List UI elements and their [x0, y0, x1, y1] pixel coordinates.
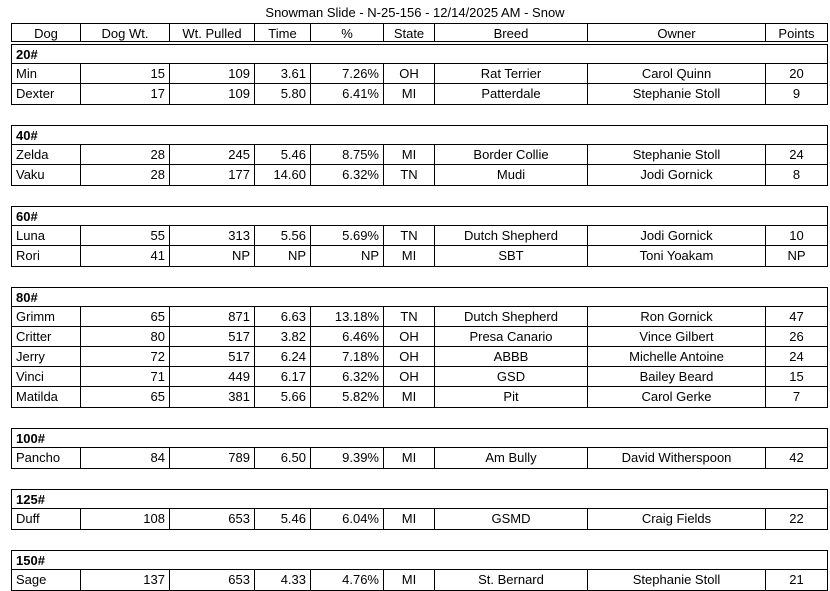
cell-weight-pulled: 381 [170, 387, 255, 408]
weight-class-label: 20# [16, 47, 38, 62]
table-row [11, 347, 828, 367]
cell-dog: Critter [11, 327, 81, 347]
cell-dog-weight: 41 [81, 246, 170, 267]
cell-time: 6.17 [255, 367, 311, 387]
cell-dog-weight: 80 [81, 327, 170, 347]
table-row [11, 165, 828, 186]
table-row [11, 448, 828, 469]
cell-percent: 13.18% [311, 307, 384, 327]
cell-points: 7 [766, 387, 828, 408]
table-row [11, 145, 828, 165]
group-spacer [11, 408, 828, 428]
cell-percent: 9.39% [311, 448, 384, 469]
cell-time: 6.50 [255, 448, 311, 469]
cell-owner: Toni Yoakam [588, 246, 766, 267]
cell-state: MI [384, 84, 435, 105]
cell-dog-weight: 28 [81, 145, 170, 165]
cell-breed: Rat Terrier [435, 64, 588, 84]
weight-class-header [11, 489, 828, 509]
cell-dog: Rori [11, 246, 81, 267]
cell-weight-pulled: 313 [170, 226, 255, 246]
cell-points: 9 [766, 84, 828, 105]
cell-percent: 4.76% [311, 570, 384, 591]
weight-class-header [11, 550, 828, 570]
cell-owner: Stephanie Stoll [588, 84, 766, 105]
column-header-time: Time [255, 23, 311, 42]
table-row [11, 84, 828, 105]
cell-state: MI [384, 448, 435, 469]
cell-points: 8 [766, 165, 828, 186]
cell-weight-pulled: 653 [170, 570, 255, 591]
cell-dog: Sage [11, 570, 81, 591]
cell-dog-weight: 28 [81, 165, 170, 186]
cell-points: 20 [766, 64, 828, 84]
cell-state: TN [384, 226, 435, 246]
cell-breed: Pit [435, 387, 588, 408]
cell-points: 21 [766, 570, 828, 591]
cell-dog-weight: 84 [81, 448, 170, 469]
cell-dog: Luna [11, 226, 81, 246]
cell-dog: Vaku [11, 165, 81, 186]
cell-breed: Presa Canario [435, 327, 588, 347]
column-header-breed: Breed [435, 23, 588, 42]
cell-state: OH [384, 347, 435, 367]
cell-breed: GSD [435, 367, 588, 387]
cell-dog-weight: 55 [81, 226, 170, 246]
cell-weight-pulled: 871 [170, 307, 255, 327]
cell-time: 3.82 [255, 327, 311, 347]
cell-time: 6.24 [255, 347, 311, 367]
group-spacer [11, 105, 828, 125]
cell-weight-pulled: 789 [170, 448, 255, 469]
cell-time: NP [255, 246, 311, 267]
table-row [11, 327, 828, 347]
group-spacer [11, 267, 828, 287]
cell-breed: Dutch Shepherd [435, 226, 588, 246]
cell-weight-pulled: 177 [170, 165, 255, 186]
column-header-row [11, 23, 828, 42]
cell-owner: Stephanie Stoll [588, 570, 766, 591]
cell-owner: Stephanie Stoll [588, 145, 766, 165]
cell-owner: Michelle Antoine [588, 347, 766, 367]
table-row [11, 226, 828, 246]
cell-breed: St. Bernard [435, 570, 588, 591]
cell-time: 5.46 [255, 509, 311, 530]
cell-dog-weight: 72 [81, 347, 170, 367]
cell-points: 22 [766, 509, 828, 530]
cell-points: NP [766, 246, 828, 267]
cell-percent: 6.04% [311, 509, 384, 530]
column-header-state: State [384, 23, 435, 42]
table-row [11, 246, 828, 267]
cell-owner: Jodi Gornick [588, 165, 766, 186]
cell-time: 6.63 [255, 307, 311, 327]
sheet-title: Snowman Slide - N-25-156 - 12/14/2025 AM - Snow [265, 5, 565, 20]
group-spacer [11, 530, 828, 550]
weight-class-header [11, 206, 828, 226]
column-header-weight-pulled: Wt. Pulled [170, 23, 255, 42]
table-row [11, 367, 828, 387]
cell-dog-weight: 65 [81, 307, 170, 327]
weight-class-label: 80# [16, 290, 38, 305]
weight-class-header [11, 125, 828, 145]
cell-dog: Jerry [11, 347, 81, 367]
column-header-points: Points [766, 23, 828, 42]
cell-points: 24 [766, 347, 828, 367]
cell-breed: GSMD [435, 509, 588, 530]
weight-class-header [11, 287, 828, 307]
cell-dog-weight: 137 [81, 570, 170, 591]
cell-state: MI [384, 387, 435, 408]
cell-state: TN [384, 307, 435, 327]
cell-percent: 8.75% [311, 145, 384, 165]
cell-time: 4.33 [255, 570, 311, 591]
cell-state: OH [384, 327, 435, 347]
table-row [11, 570, 828, 591]
cell-dog-weight: 108 [81, 509, 170, 530]
cell-weight-pulled: NP [170, 246, 255, 267]
results-table [11, 23, 828, 591]
weight-class-header [11, 44, 828, 64]
cell-points: 24 [766, 145, 828, 165]
cell-points: 15 [766, 367, 828, 387]
cell-time: 5.66 [255, 387, 311, 408]
cell-time: 14.60 [255, 165, 311, 186]
column-header-percent: % [311, 23, 384, 42]
cell-breed: SBT [435, 246, 588, 267]
cell-time: 5.56 [255, 226, 311, 246]
cell-percent: 6.46% [311, 327, 384, 347]
cell-time: 3.61 [255, 64, 311, 84]
column-header-owner: Owner [588, 23, 766, 42]
cell-dog: Dexter [11, 84, 81, 105]
cell-state: MI [384, 145, 435, 165]
cell-breed: Dutch Shepherd [435, 307, 588, 327]
cell-state: MI [384, 246, 435, 267]
cell-owner: Jodi Gornick [588, 226, 766, 246]
group-spacer [11, 469, 828, 489]
cell-owner: Craig Fields [588, 509, 766, 530]
weight-class-label: 100# [16, 431, 45, 446]
cell-state: OH [384, 367, 435, 387]
cell-dog: Vinci [11, 367, 81, 387]
table-row [11, 307, 828, 327]
cell-dog: Pancho [11, 448, 81, 469]
cell-points: 42 [766, 448, 828, 469]
cell-owner: David Witherspoon [588, 448, 766, 469]
cell-percent: NP [311, 246, 384, 267]
cell-state: MI [384, 570, 435, 591]
cell-weight-pulled: 517 [170, 327, 255, 347]
weight-class-label: 125# [16, 492, 45, 507]
cell-dog-weight: 17 [81, 84, 170, 105]
column-header-dog: Dog [11, 23, 81, 42]
cell-dog: Zelda [11, 145, 81, 165]
cell-breed: Am Bully [435, 448, 588, 469]
weight-class-header [11, 428, 828, 448]
cell-breed: Border Collie [435, 145, 588, 165]
cell-state: MI [384, 509, 435, 530]
cell-weight-pulled: 517 [170, 347, 255, 367]
cell-time: 5.80 [255, 84, 311, 105]
cell-percent: 6.32% [311, 367, 384, 387]
cell-percent: 7.26% [311, 64, 384, 84]
weight-class-label: 40# [16, 128, 38, 143]
cell-weight-pulled: 109 [170, 84, 255, 105]
cell-weight-pulled: 245 [170, 145, 255, 165]
cell-dog: Duff [11, 509, 81, 530]
cell-percent: 5.69% [311, 226, 384, 246]
table-row [11, 64, 828, 84]
cell-breed: Mudi [435, 165, 588, 186]
cell-dog: Min [11, 64, 81, 84]
cell-percent: 7.18% [311, 347, 384, 367]
cell-dog: Grimm [11, 307, 81, 327]
cell-points: 47 [766, 307, 828, 327]
cell-weight-pulled: 109 [170, 64, 255, 84]
cell-owner: Bailey Beard [588, 367, 766, 387]
cell-time: 5.46 [255, 145, 311, 165]
cell-dog: Matilda [11, 387, 81, 408]
cell-breed: Patterdale [435, 84, 588, 105]
cell-points: 26 [766, 327, 828, 347]
cell-owner: Vince Gilbert [588, 327, 766, 347]
table-row [11, 387, 828, 408]
cell-state: OH [384, 64, 435, 84]
weight-class-label: 150# [16, 553, 45, 568]
cell-breed: ABBB [435, 347, 588, 367]
cell-percent: 5.82% [311, 387, 384, 408]
cell-dog-weight: 15 [81, 64, 170, 84]
cell-percent: 6.41% [311, 84, 384, 105]
cell-owner: Carol Gerke [588, 387, 766, 408]
cell-weight-pulled: 449 [170, 367, 255, 387]
cell-owner: Ron Gornick [588, 307, 766, 327]
weight-class-label: 60# [16, 209, 38, 224]
cell-dog-weight: 71 [81, 367, 170, 387]
cell-owner: Carol Quinn [588, 64, 766, 84]
cell-percent: 6.32% [311, 165, 384, 186]
column-header-dog-weight: Dog Wt. [81, 23, 170, 42]
cell-weight-pulled: 653 [170, 509, 255, 530]
cell-state: TN [384, 165, 435, 186]
cell-points: 10 [766, 226, 828, 246]
group-spacer [11, 186, 828, 206]
cell-dog-weight: 65 [81, 387, 170, 408]
table-row [11, 509, 828, 530]
